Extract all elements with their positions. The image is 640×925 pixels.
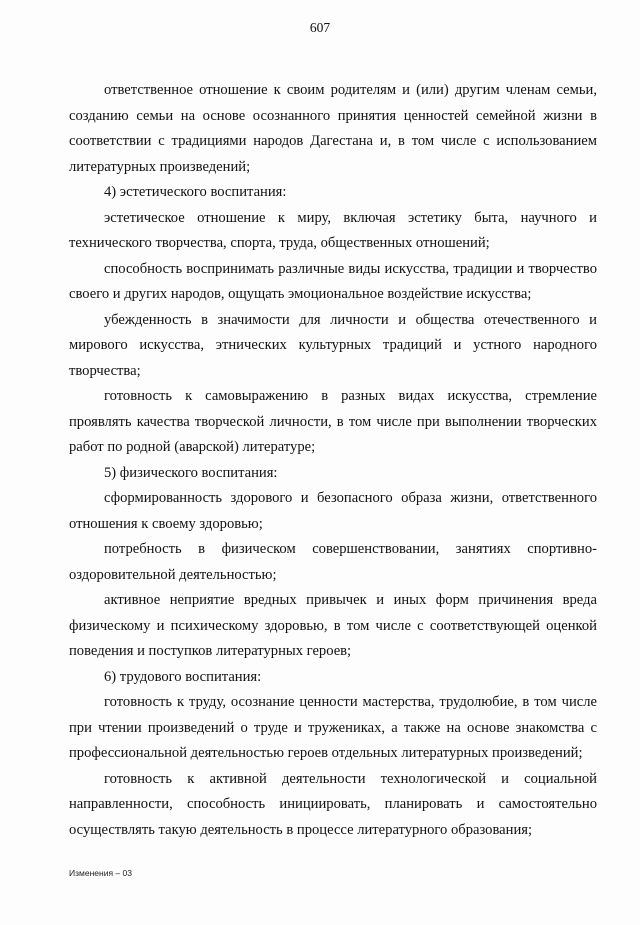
page-number: 607 (309, 20, 331, 35)
revision-footer: Изменения – 03 (69, 868, 132, 878)
paragraph-rejection-of-bad-habits: активное неприятие вредных привычек и иных форм причинения вреда физическому и психическому здоровью, в том числе с соответствующей оценкой поведения и поступков литературных героев; (69, 592, 597, 659)
paragraph-readiness-to-work: готовность к труду, осознание ценности мастерства, трудолюбие, в том числе при чтении произведений о труде и тружениках, а также на основе знакомства с профессиональной деятельностью героев отдельных литературных произведений; (69, 694, 597, 761)
paragraph-physical-improvement: потребность в физическом совершенствовании, занятиях спортивно-оздоровительной деятельностью; (69, 541, 597, 583)
heading-labor-education: 6) трудового воспитания: (104, 668, 262, 685)
paragraph-active-activity: готовность к активной деятельности технологической и социальной направленности, способность инициировать, планировать и самостоятельно осуществлять такую деятельность в процессе литературного образования; (69, 770, 597, 838)
heading-physical-education: 5) физического воспитания: (104, 464, 278, 481)
heading-aesthetic-education: 4) эстетического воспитания: (104, 184, 287, 200)
paragraph-importance-of-art: убежденность в значимости для личности и общества отечественного и мирового искусства, этнических культурных традиций и устного народного творчества; (69, 311, 597, 379)
paragraph-perceive-art: способность воспринимать различные виды искусства, традиции и творчество своего и других народов, ощущать эмоциональное воздействие искусства; (69, 260, 597, 302)
paragraph-self-expression: готовность к самовыражению в разных видах искусства, стремление проявлять качества творческой личности, в том числе при выполнении творческих работ по родной (аварской) литературе; (69, 388, 597, 455)
paragraph-healthy-lifestyle: сформированность здорового и безопасного образа жизни, ответственного отношения к своему здоровью; (69, 490, 597, 532)
document-body (69, 78, 597, 843)
paragraph-aesthetic-attitude: эстетическое отношение к миру, включая эстетику быта, научного и технического творчества, спорта, труда, общественных отношений; (69, 209, 597, 251)
paragraph-family-values: ответственное отношение к своим родителям и (или) другим членам семьи, созданию семьи на основе осознанного принятия ценностей семейной жизни в соответствии с традициями народов Дагестана и, в том числе с использованием литературных произведений; (69, 82, 597, 175)
